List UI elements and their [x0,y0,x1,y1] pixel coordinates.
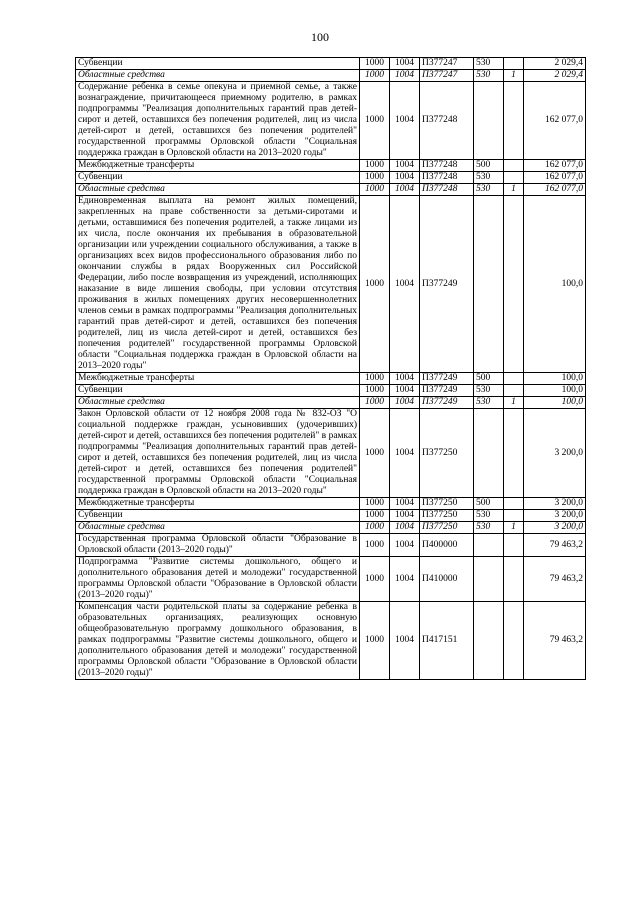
funding-source-cell [504,160,524,172]
target-article-cell: П377250 [420,522,474,534]
subsection-code-cell: 1004 [390,373,420,385]
target-article-cell: П377249 [420,196,474,373]
row-name-cell: Государственная программа Орловской области "Образование в Орловской области (2013–2020 годы)" [76,534,360,557]
section-code-cell: 1000 [360,385,390,397]
section-code-cell: 1000 [360,160,390,172]
subsection-code-cell: 1004 [390,160,420,172]
row-name-cell: Содержание ребенка в семье опекуна и приемной семье, а также вознаграждение, причитающееся приемному родителю, в рамках подпрограммы "Реализация дополнительных гарантий прав детей-сирот и детей, оставшихся без попечения родителей, лиц из числа детей-сирот и детей, оставшихся без попечения родителей" государственной программы Орловской области "Социальная поддержка граждан в Орловской области на 2013–2020 годы" [76,82,360,160]
row-name-cell: Закон Орловской области от 12 ноября 2008 года № 832-ОЗ "О социальной поддержке граждан, усыновивших (удочеривших) детей-сирот и детей, оставшихся без попечения родителей" в рамках подпрограммы "Реализация дополнительных гарантий прав детей-сирот и детей, оставшихся без попечения родителей, лиц из числа детей-сирот и детей, оставшихся без попечения родителей" государственной программы Орловской области "Социальная поддержка граждан в Орловской области на 2013–2020 годы" [76,409,360,498]
table-row [76,82,586,160]
table-row [76,510,586,522]
expense-type-cell [474,602,504,680]
table-row [76,397,586,409]
expense-type-cell: 530 [474,184,504,196]
funding-source-cell [504,510,524,522]
target-article-cell: П377249 [420,397,474,409]
table-row [76,172,586,184]
row-name-cell: Межбюджетные трансферты [76,160,360,172]
funding-source-cell: 1 [504,397,524,409]
row-name-cell: Межбюджетные трансферты [76,498,360,510]
table-row [76,534,586,557]
section-code-cell: 1000 [360,510,390,522]
subsection-code-cell: 1004 [390,196,420,373]
funding-source-cell [504,373,524,385]
budget-table-body [76,58,586,680]
expense-type-cell [474,82,504,160]
subsection-code-cell: 1004 [390,534,420,557]
expense-type-cell [474,409,504,498]
row-name-cell: Областные средства [76,70,360,82]
amount-cell: 162 077,0 [524,160,586,172]
table-row [76,160,586,172]
funding-source-cell [504,196,524,373]
subsection-code-cell: 1004 [390,82,420,160]
target-article-cell: П377247 [420,58,474,70]
funding-source-cell [504,172,524,184]
subsection-code-cell: 1004 [390,397,420,409]
section-code-cell: 1000 [360,498,390,510]
amount-cell: 3 200,0 [524,522,586,534]
subsection-code-cell: 1004 [390,498,420,510]
subsection-code-cell: 1004 [390,385,420,397]
row-name-cell: Областные средства [76,397,360,409]
target-article-cell: П377249 [420,385,474,397]
target-article-cell: П377247 [420,70,474,82]
table-row [76,70,586,82]
amount-cell: 3 200,0 [524,510,586,522]
expense-type-cell: 530 [474,172,504,184]
subsection-code-cell: 1004 [390,510,420,522]
section-code-cell: 1000 [360,82,390,160]
table-row [76,373,586,385]
section-code-cell: 1000 [360,184,390,196]
expense-type-cell: 530 [474,58,504,70]
row-name-cell: Субвенции [76,58,360,70]
expense-type-cell: 530 [474,510,504,522]
amount-cell: 162 077,0 [524,172,586,184]
amount-cell: 2 029,4 [524,58,586,70]
table-row [76,184,586,196]
subsection-code-cell: 1004 [390,70,420,82]
target-article-cell: П377248 [420,172,474,184]
amount-cell: 100,0 [524,397,586,409]
expense-type-cell: 530 [474,397,504,409]
amount-cell: 100,0 [524,373,586,385]
expense-type-cell: 530 [474,385,504,397]
funding-source-cell: 1 [504,184,524,196]
section-code-cell: 1000 [360,373,390,385]
table-row [76,522,586,534]
section-code-cell: 1000 [360,409,390,498]
subsection-code-cell: 1004 [390,58,420,70]
target-article-cell: П377250 [420,498,474,510]
target-article-cell: П410000 [420,557,474,602]
funding-source-cell [504,602,524,680]
amount-cell: 162 077,0 [524,82,586,160]
expense-type-cell: 500 [474,373,504,385]
section-code-cell: 1000 [360,522,390,534]
target-article-cell: П377248 [420,160,474,172]
funding-source-cell [504,385,524,397]
page-number: 100 [311,30,329,44]
amount-cell: 79 463,2 [524,534,586,557]
amount-cell: 2 029,4 [524,70,586,82]
subsection-code-cell: 1004 [390,184,420,196]
row-name-cell: Единовременная выплата на ремонт жилых помещений, закрепленных на праве собственности за детьми-сиротами и детьми, оставшимися без попечения родителей, а также лицами из их числа, после окончания их пребывания в образовательной организации или учреждении социального обслуживания, а также в организациях всех видов профессионального образования либо по окончании службы в рядах Вооруженных сил Российской Федерации, либо после возвращения из учреждений, исполняющих наказание в виде лишения свободы, при условии отсутствия проживания в жилых помещениях других несовершеннолетних членов семьи в рамках подпрограммы "Реализация дополнительных гарантий прав детей-сирот и детей, оставшихся без попечения родителей, лиц из числа детей-сирот и детей, оставшихся без попечения родителей" государственной программы Орловской области "Социальная поддержка граждан в Орловской области на 2013–2020 годы" [76,196,360,373]
section-code-cell: 1000 [360,557,390,602]
subsection-code-cell: 1004 [390,409,420,498]
funding-source-cell [504,498,524,510]
section-code-cell: 1000 [360,58,390,70]
amount-cell: 79 463,2 [524,557,586,602]
amount-cell: 100,0 [524,196,586,373]
expense-type-cell: 530 [474,522,504,534]
expense-type-cell: 500 [474,498,504,510]
row-name-cell: Областные средства [76,522,360,534]
target-article-cell: П400000 [420,534,474,557]
amount-cell: 3 200,0 [524,409,586,498]
expense-type-cell [474,534,504,557]
row-name-cell: Межбюджетные трансферты [76,373,360,385]
subsection-code-cell: 1004 [390,602,420,680]
budget-table [75,57,586,680]
funding-source-cell: 1 [504,522,524,534]
target-article-cell: П377248 [420,82,474,160]
funding-source-cell [504,557,524,602]
section-code-cell: 1000 [360,172,390,184]
amount-cell: 100,0 [524,385,586,397]
row-name-cell: Подпрограмма "Развитие системы дошкольного, общего и дополнительного образования детей и молодежи" государственной программы Орловской области "Образование в Орловской области (2013–2020 годы)" [76,557,360,602]
table-row [76,196,586,373]
subsection-code-cell: 1004 [390,557,420,602]
target-article-cell: П377250 [420,510,474,522]
funding-source-cell [504,58,524,70]
table-row [76,498,586,510]
table-row [76,602,586,680]
table-row [76,557,586,602]
section-code-cell: 1000 [360,602,390,680]
expense-type-cell: 500 [474,160,504,172]
expense-type-cell [474,557,504,602]
row-name-cell: Областные средства [76,184,360,196]
funding-source-cell [504,82,524,160]
target-article-cell: П377250 [420,409,474,498]
table-row [76,385,586,397]
target-article-cell: П417151 [420,602,474,680]
table-row [76,409,586,498]
funding-source-cell [504,409,524,498]
funding-source-cell [504,534,524,557]
expense-type-cell: 530 [474,70,504,82]
amount-cell: 79 463,2 [524,602,586,680]
table-row [76,58,586,70]
row-name-cell: Субвенции [76,172,360,184]
section-code-cell: 1000 [360,196,390,373]
expense-type-cell [474,196,504,373]
subsection-code-cell: 1004 [390,172,420,184]
subsection-code-cell: 1004 [390,522,420,534]
target-article-cell: П377248 [420,184,474,196]
section-code-cell: 1000 [360,70,390,82]
target-article-cell: П377249 [420,373,474,385]
row-name-cell: Субвенции [76,510,360,522]
row-name-cell: Субвенции [76,385,360,397]
amount-cell: 3 200,0 [524,498,586,510]
funding-source-cell: 1 [504,70,524,82]
row-name-cell: Компенсация части родительской платы за содержание ребенка в образовательных организациях, реализующих основную общеобразовательную программу дошкольного образования, в рамках подпрограммы "Развитие системы дошкольного, общего и дополнительного образования детей и молодежи" государственной программы Орловской области "Образование в Орловской области (2013–2020 годы)" [76,602,360,680]
amount-cell: 162 077,0 [524,184,586,196]
section-code-cell: 1000 [360,534,390,557]
section-code-cell: 1000 [360,397,390,409]
